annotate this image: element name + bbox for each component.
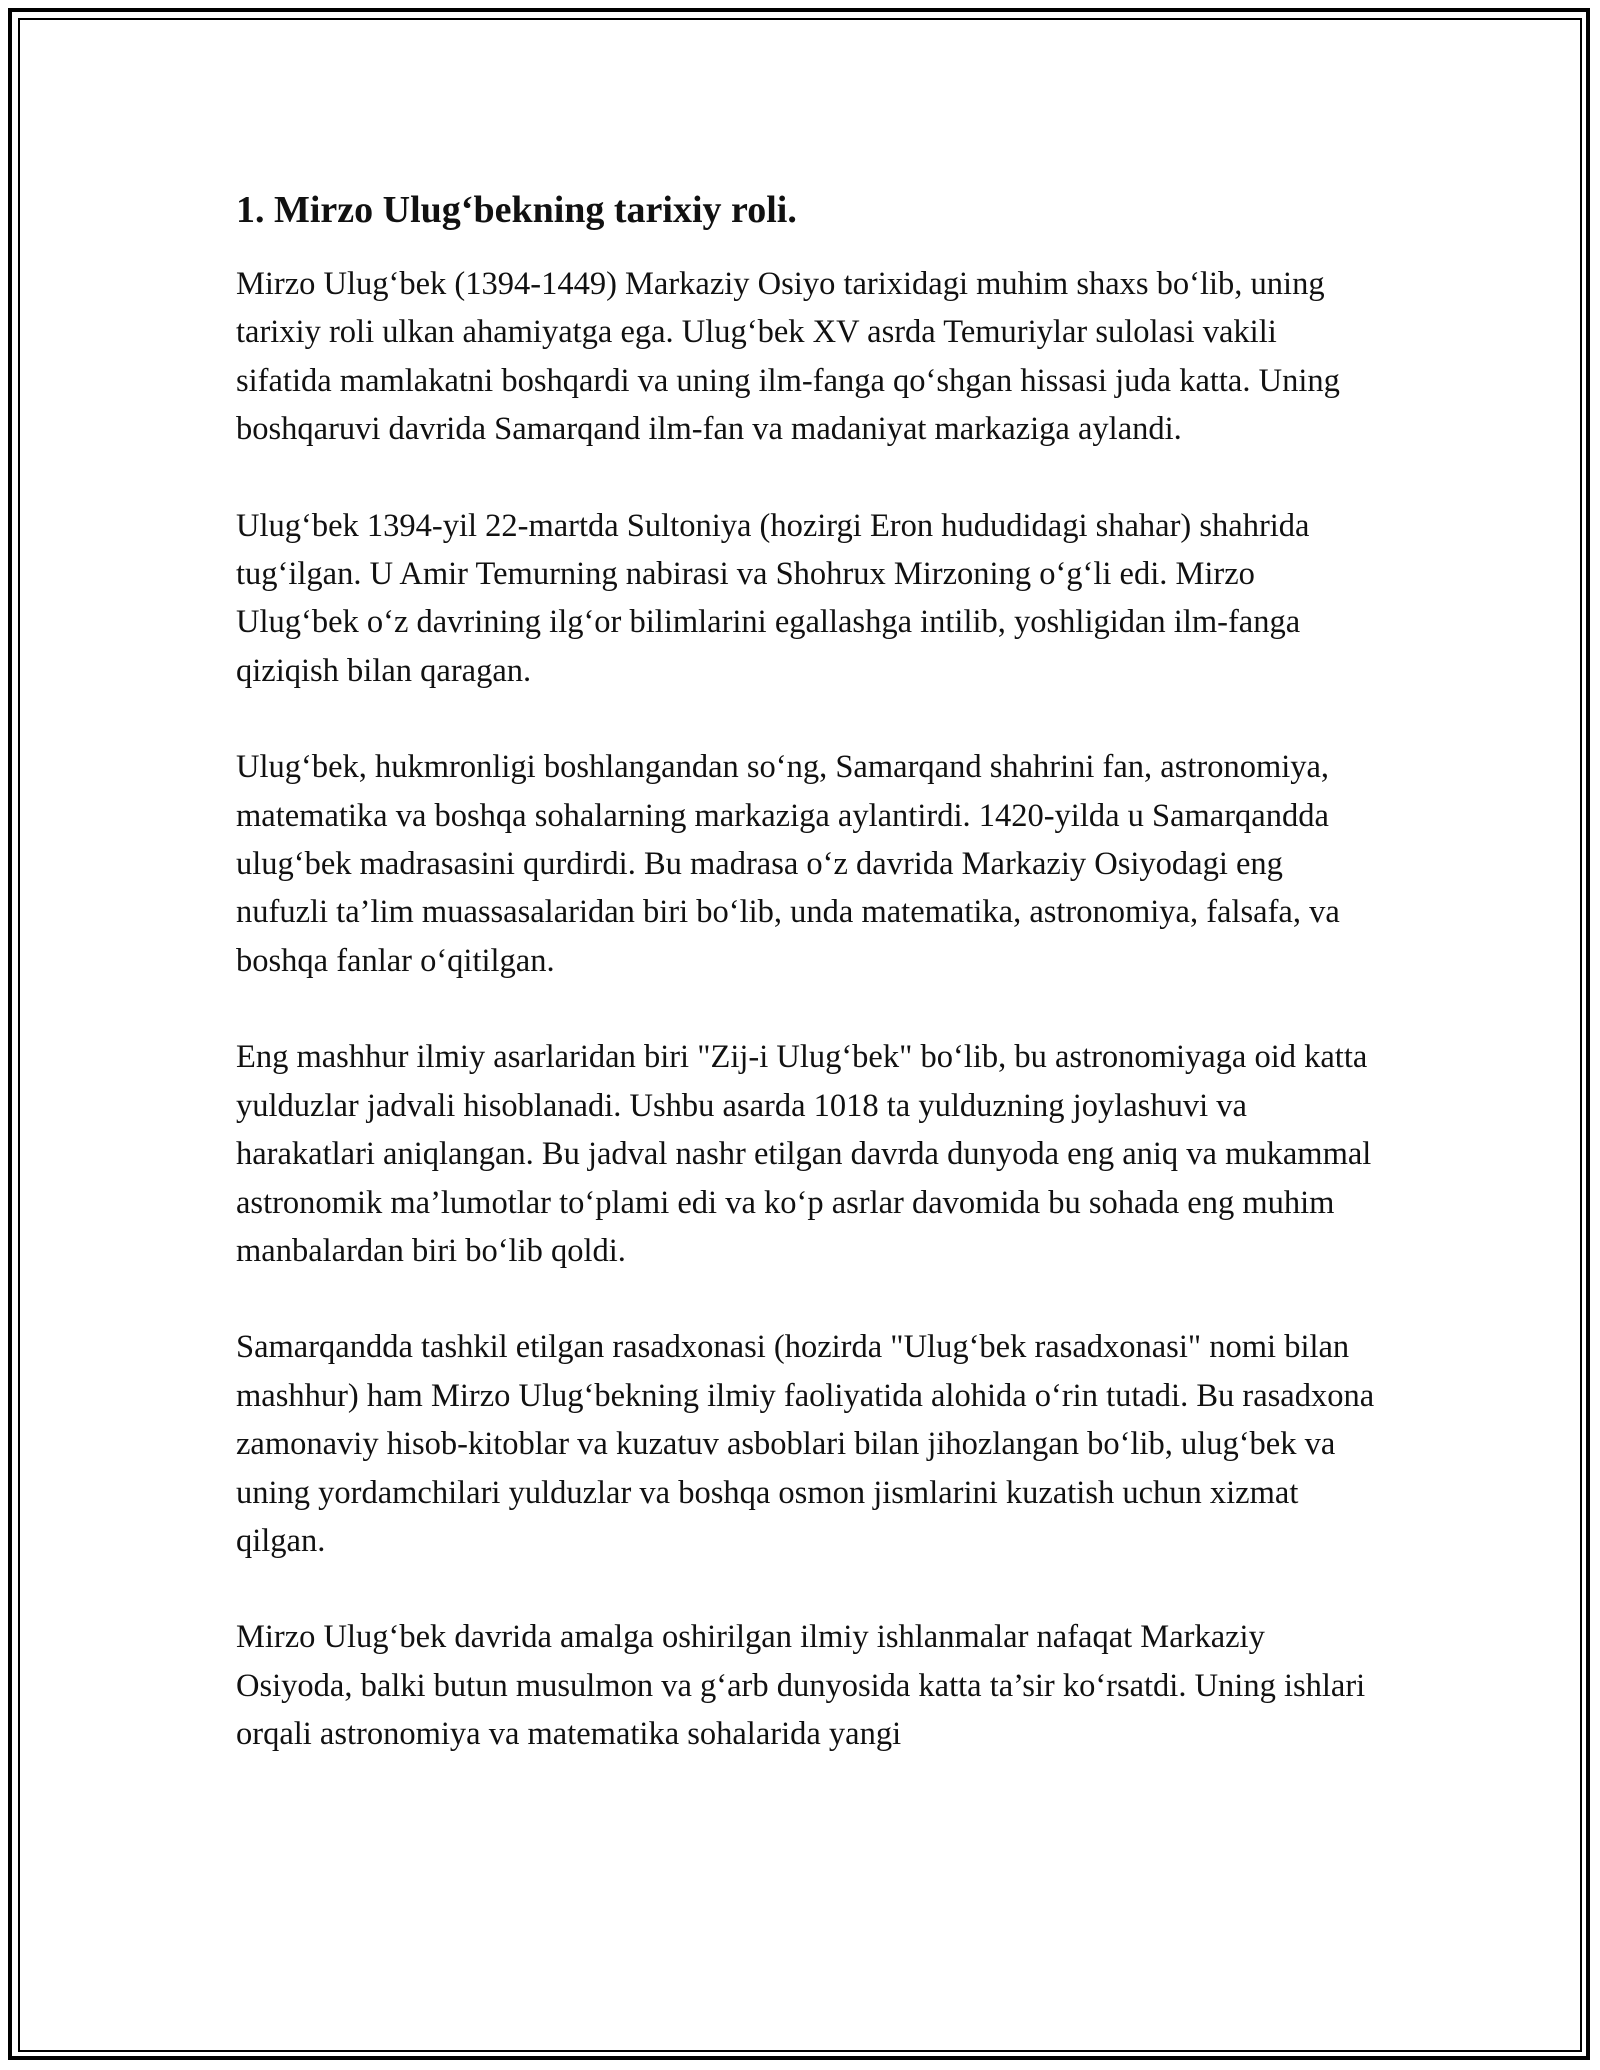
- document-body: [236, 186, 1376, 1807]
- paragraph-6: Mirzo Ulug‘bek davrida amalga oshirilgan ilmiy ishlanmalar nafaqat Markaziy Osiyoda, balki butun musulmon va g‘arb dunyosida katta ta’sir ko‘rsatdi. Uning ishlari orqali astronomiya va matematika sohalarida yangi: [236, 1619, 1366, 1753]
- paragraph-4: Eng mashhur ilmiy asarlaridan biri "Zij-i Ulug‘bek" bo‘lib, bu astronomiyaga oid katta yulduzlar jadvali hisoblanadi. Ushbu asarda 1018 ta yulduzning joylashuvi va harakatlari aniqlangan. Bu jadval nashr etilgan davrda dunyoda eng aniq va mukammal astronomik ma’lumotlar to‘plami edi va ko‘p asrlar davomida bu sohada eng muhim manbalardan biri bo‘lib qoldi.: [236, 1039, 1372, 1269]
- section-heading: 1. Mirzo Ulug‘bekning tarixiy roli.: [236, 189, 797, 231]
- paragraph-5: Samarqandda tashkil etilgan rasadxonasi (hozirda "Ulug‘bek rasadxonasi" nomi bilan mashhur) ham Mirzo Ulug‘bekning ilmiy faoliyatida alohida o‘rin tutadi. Bu rasadxona zamonaviy hisob-kitoblar va kuzatuv asboblari bilan jihozlangan bo‘lib, ulug‘bek va uning yordamchilari yulduzlar va boshqa osmon jismlarini kuzatish uchun xizmat qilgan.: [236, 1329, 1375, 1559]
- paragraph-2: Ulug‘bek 1394-yil 22-martda Sultoniya (hozirgi Eron hududidagi shahar) shahrida tug‘ilgan. U Amir Temurning nabirasi va Shohrux Mirzoning o‘g‘li edi. Mirzo Ulug‘bek o‘z davrining ilg‘or bilimlarini egallashga intilib, yoshligidan ilm-fanga qiziqish bilan qaragan.: [236, 507, 1310, 689]
- paragraph-3: Ulug‘bek, hukmronligi boshlangandan so‘ng, Samarqand shahrini fan, astronomiya, matematika va boshqa sohalarning markaziga aylantirdi. 1420-yilda u Samarqandda ulug‘bek madrasasini qurdirdi. Bu madrasa o‘z davrida Markaziy Osiyodagi eng nufuzli ta’lim muassasalaridan biri bo‘lib, unda matematika, astronomiya, falsafa, va boshqa fanlar o‘qitilgan.: [236, 749, 1340, 979]
- paragraph-1: Mirzo Ulug‘bek (1394-1449) Markaziy Osiyo tarixidagi muhim shaxs bo‘lib, uning tarixiy roli ulkan ahamiyatga ega. Ulug‘bek XV asrda Temuriylar sulolasi vakili sifatida mamlakatni boshqardi va uning ilm-fanga qo‘shgan hissasi juda katta. Uning boshqaruvi davrida Samarqand ilm-fan va madaniyat markaziga aylandi.: [236, 266, 1340, 448]
